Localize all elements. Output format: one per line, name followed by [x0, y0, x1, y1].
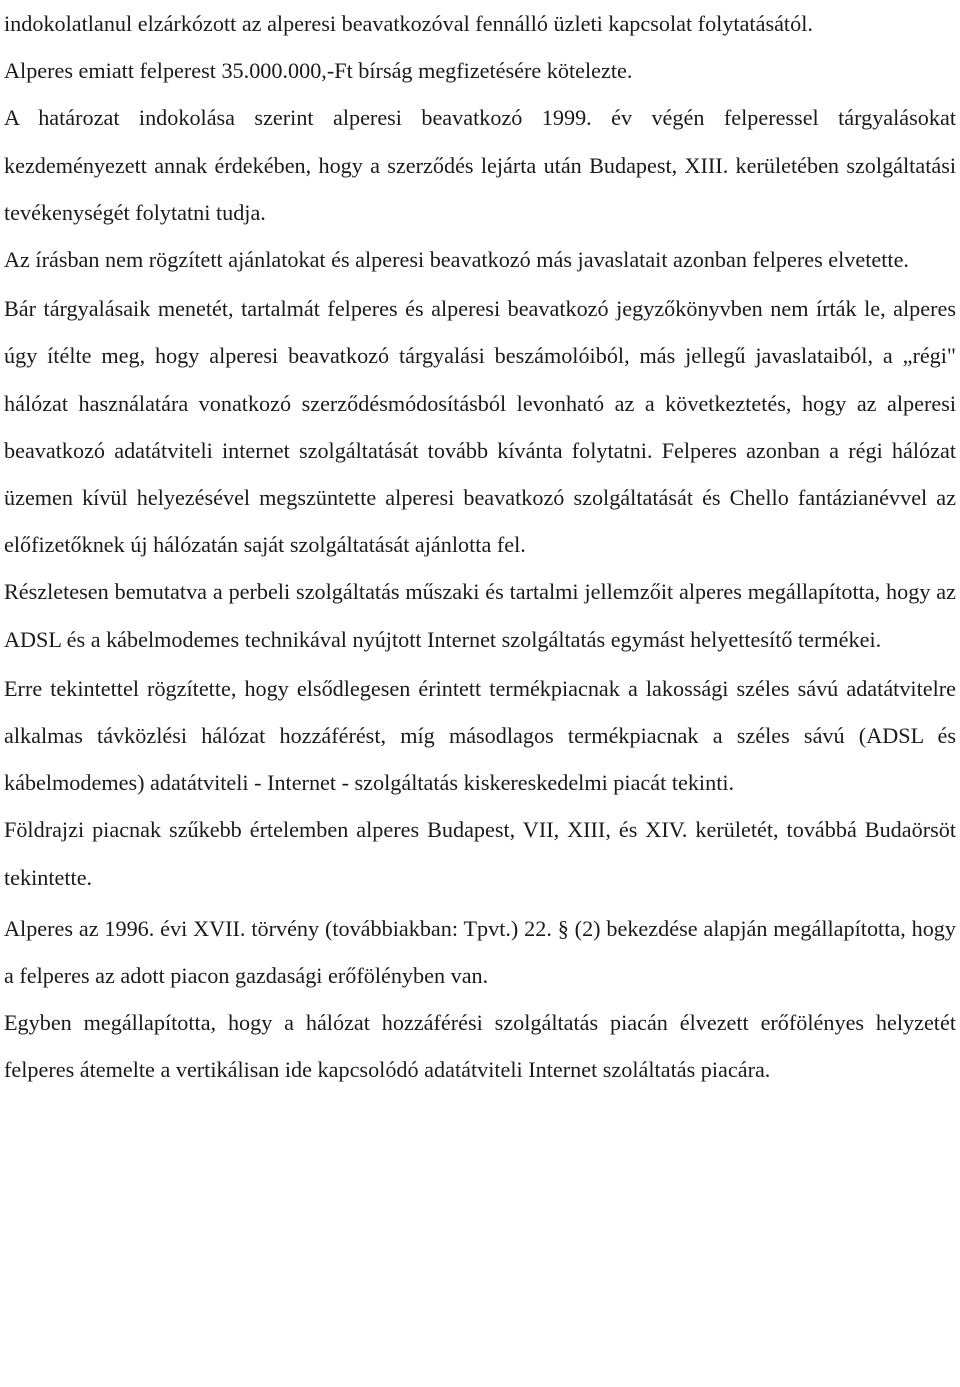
paragraph-8: Földrajzi piacnak szűkebb értelemben alperes Budapest, VII, XIII, és XIV. kerületét, továbbá Budaörsöt tekintette.	[4, 817, 956, 890]
paragraph-5: Bár tárgyalásaik menetét, tartalmát felperes és alperesi beavatkozó jegyzőkönyvben nem írták le, alperes úgy ítélte meg, hogy alperesi beavatkozó tárgyalási beszámolóiból, más jellegű javaslataiból, a „régi" hálózat használatára vonatkozó szerződésmódosításból levonható az a következtetés, hogy az alperesi beavatkozó adatátviteli internet szolgáltatását tovább kívánta folytatni. Felperes azonban a régi hálózat üzemen kívül helyezésével megszüntette alperesi beavatkozó szolgáltatását és Chello fantázianévvel az előfizetőknek új hálózatán saját szolgáltatását ajánlotta fel.	[4, 296, 956, 558]
paragraph-2: Alperes emiatt felperest 35.000.000,-Ft bírság megfizetésére kötelezte.	[4, 58, 633, 84]
paragraph-10: Egyben megállapította, hogy a hálózat hozzáférési szolgáltatás piacán élvezett erőfölényes helyzetét felperes átemelte a vertikálisan ide kapcsolódó adatátviteli Internet szoláltatás piacára.	[4, 1010, 956, 1083]
paragraph-9: Alperes az 1996. évi XVII. törvény (továbbiakban: Tpvt.) 22. § (2) bekezdése alapján megállapította, hogy a felperes az adott piacon gazdasági erőfölényben van.	[4, 915, 956, 989]
paragraph-6: Részletesen bemutatva a perbeli szolgáltatás műszaki és tartalmi jellemzőit alperes megállapította, hogy az ADSL és a kábelmodemes technikával nyújtott Internet szolgáltatás egymást helyettesítő termékei.	[4, 579, 956, 652]
paragraph-3: A határozat indokolása szerint alperesi beavatkozó 1999. év végén felperessel tárgyalásokat kezdeményezett annak érdekében, hogy a szerződés lejárta után Budapest, XIII. kerületében szolgáltatási tevékenységét folytatni tudja.	[4, 105, 956, 225]
paragraph-7: Erre tekintettel rögzítette, hogy elsődlegesen érintett termékpiacnak a lakossági széles sávú adatátvitelre alkalmas távközlési hálózat hozzáférést, míg másodlagos termékpiacnak a széles sávú (ADSL és kábelmodemes) adatátviteli - Internet - szolgáltatás kiskereskedelmi piacát tekinti.	[4, 675, 956, 796]
paragraph-4: Az írásban nem rögzített ajánlatokat és alperesi beavatkozó más javaslatait azonban felperes elvetette.	[4, 247, 909, 273]
paragraph-1: indokolatlanul elzárkózott az alperesi beavatkozóval fennálló üzleti kapcsolat folytatásától.	[4, 11, 813, 36]
